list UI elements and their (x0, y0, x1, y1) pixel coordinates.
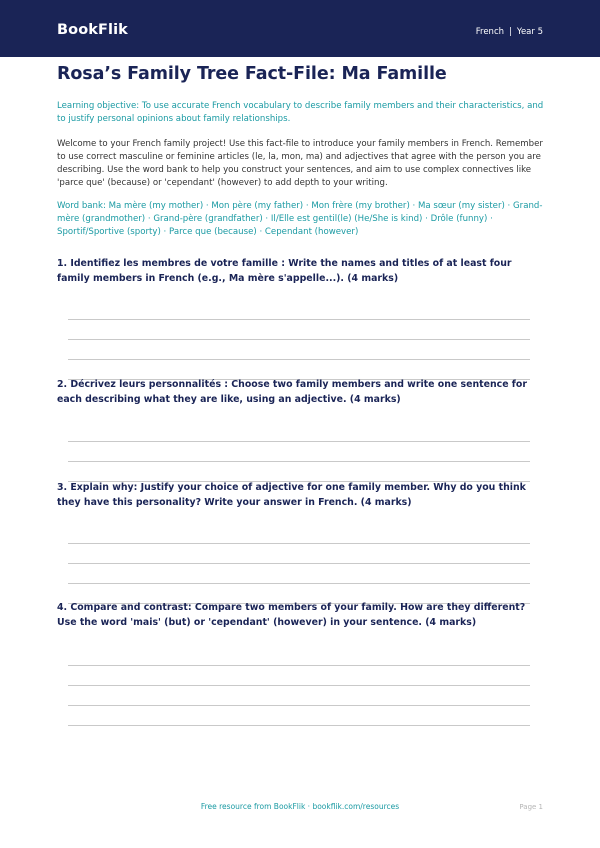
footer-resource-link[interactable]: Free resource from BookFlik · bookflik.com/resources (200, 802, 400, 811)
page-number: Page 1 (519, 803, 543, 811)
subject-label: French (475, 27, 505, 37)
page-title: Rosa’s Family Tree Fact-File: Ma Famille (57, 64, 447, 84)
question-3: 3. Explain why: Justify your choice of adjective for one family member. Why do you think they have this personality? Write your answer in French. (4 marks) (57, 482, 526, 508)
word-bank: Word bank: Ma mère (my mother) · Mon père (my father) · Mon frère (my brother) · Ma sœur (my sister) · Grand-mère (grandmother) · Grand-père (grandfather) · Il/Elle est gentil(le) (He/She is kind) · Drôle (funny) · Sportif/Sportive (sporty) · Parce que (because) · Cependant (however) (57, 201, 543, 238)
question-2: 2. Décrivez leurs personnalités : Choose two family members and write one sentence for each describing what they are like, using an adjective. (4 marks) (57, 379, 527, 405)
question-4: 4. Compare and contrast: Compare two members of your family. How are they different? Use the word 'mais' (but) or 'cependant' (however) in your sentence. (4 marks) (57, 602, 526, 628)
year-label: Year 5 (516, 27, 543, 37)
question-1: 1. Identifiez les membres de votre famille : Write the names and titles of at least four family members in French (e.g., Ma mère s'appelle...). (4 marks) (57, 258, 512, 284)
answer-line[interactable] (68, 725, 530, 726)
subject-separator: | (509, 27, 512, 37)
answer-line[interactable] (68, 685, 530, 686)
answer-line[interactable] (68, 543, 530, 544)
answer-line[interactable] (68, 705, 530, 706)
answer-line[interactable] (68, 665, 530, 666)
subject-year (476, 27, 543, 37)
answer-line[interactable] (68, 441, 530, 442)
answer-line[interactable] (68, 583, 530, 584)
page-header (0, 0, 600, 57)
brand-logo: BookFlik (57, 22, 128, 38)
intro-paragraph: Welcome to your French family project! Use this fact-file to introduce your family members in French. Remember to use correct masculine or feminine articles (le, la, mon, ma) and adjectives that agree with the person you are describing. Use the word bank to help you construct your sentences, and aim to use complex connectives like 'parce que' (because) or 'cependant' (however) to add depth to your writing. (57, 139, 543, 189)
answer-line[interactable] (68, 461, 530, 462)
learning-objective: Learning objective: To use accurate French vocabulary to describe family members and their characteristics, and to justify personal opinions about family relationships. (57, 101, 544, 124)
answer-line[interactable] (68, 339, 530, 340)
answer-line[interactable] (68, 359, 530, 360)
answer-line[interactable] (68, 563, 530, 564)
answer-line[interactable] (68, 319, 530, 320)
